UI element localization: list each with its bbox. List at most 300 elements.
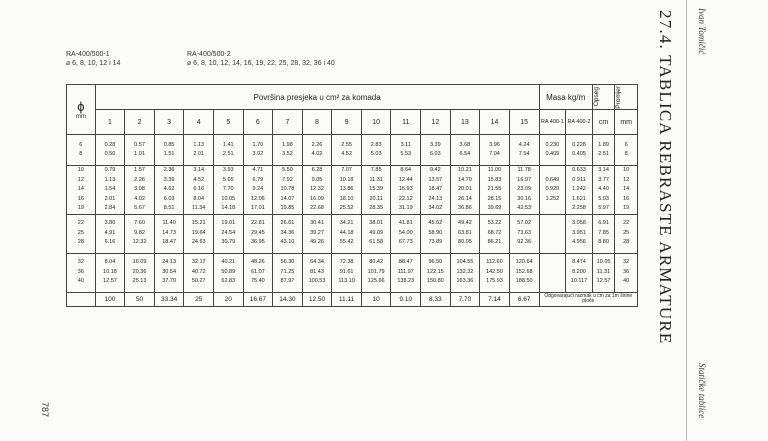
- cell-value: 7.07: [341, 167, 352, 173]
- cell-value: 29.45: [250, 229, 265, 236]
- cell-value: 20.11: [369, 195, 383, 202]
- spacing-value: 100: [95, 292, 125, 306]
- cell-value: 7.70: [222, 186, 234, 192]
- cell-value: 67.73: [398, 239, 413, 246]
- cell-value: 20.01: [458, 186, 472, 192]
- cell-value: 22.12: [398, 195, 413, 202]
- cm-unit: cm: [592, 110, 615, 135]
- cell-value: 9.05: [311, 176, 323, 183]
- cell-value: 81.43: [310, 268, 324, 275]
- count-header: 7: [273, 110, 303, 135]
- cell-value: 24.13: [162, 259, 176, 266]
- spacing-value: 25: [184, 292, 214, 306]
- count-header: 12: [421, 110, 451, 135]
- cell-value: 36.86: [458, 205, 472, 211]
- value-cell: [273, 214, 303, 253]
- cell-value: 42.53: [517, 205, 532, 211]
- cell-value: 4.02: [134, 195, 145, 202]
- cell-value: 3.96: [489, 141, 500, 148]
- diameter-value: 40: [77, 278, 84, 285]
- value-cell: [615, 166, 638, 215]
- cell-value: 0.28: [104, 141, 116, 148]
- spacing-value: 10: [361, 292, 391, 306]
- cell-value: 16.09: [132, 259, 147, 266]
- cell-value: 6: [624, 141, 628, 148]
- value-cell: [421, 214, 451, 253]
- cell-value: 8: [624, 151, 628, 157]
- value-cell: [184, 253, 214, 292]
- cell-value: 28: [623, 239, 630, 246]
- value-cell: [213, 135, 243, 166]
- cell-value: 11.34: [192, 205, 206, 211]
- cell-value: 63.81: [458, 229, 472, 236]
- cell-value: 132.32: [456, 268, 474, 275]
- diameter-value: 6: [79, 141, 83, 148]
- value-cell: [480, 135, 510, 166]
- cell-value: 188.50: [515, 278, 533, 285]
- spacing-value: 33.34: [154, 292, 184, 306]
- cell-value: 73.63: [517, 229, 532, 236]
- opseg-header: [592, 85, 615, 110]
- cell-value: 39.69: [487, 205, 502, 211]
- value-cell: [592, 214, 615, 253]
- cell-value: 9.82: [134, 229, 145, 236]
- cell-value: 10.117: [570, 278, 588, 285]
- cell-value: 32: [623, 259, 630, 266]
- cell-value: 0.85: [163, 141, 175, 148]
- value-cell: [421, 135, 451, 166]
- value-cell: [450, 166, 480, 215]
- cell-value: 0.920: [545, 186, 560, 192]
- cell-value: 101.79: [367, 268, 385, 275]
- cell-value: 125.66: [367, 278, 385, 285]
- value-cell: [154, 214, 184, 253]
- cell-value: 150.80: [426, 278, 444, 285]
- cell-value: 91.61: [339, 268, 354, 275]
- cell-value: 6.03: [163, 195, 175, 202]
- value-cell: [125, 166, 155, 215]
- cell-value: 15.83: [487, 176, 502, 183]
- cell-value: 12.44: [398, 176, 413, 183]
- value-cell: [361, 166, 391, 215]
- diameter-value: 22: [77, 220, 84, 227]
- value-cell: [592, 135, 615, 166]
- cell-value: 4.62: [163, 186, 175, 192]
- cell-value: 138.23: [397, 278, 415, 285]
- cell-value: 6.16: [193, 186, 205, 192]
- value-cell: [361, 135, 391, 166]
- cell-value: 22: [623, 220, 630, 227]
- value-cell: [361, 253, 391, 292]
- cell-value: 8.80: [598, 239, 609, 246]
- diameter-value: 12: [77, 176, 84, 183]
- cell-value: 3.11: [400, 141, 411, 148]
- cell-value: 36: [623, 268, 630, 275]
- mm-unit-2: mm: [615, 110, 638, 135]
- opseg-label: Opseg: [592, 87, 600, 107]
- count-header: 4: [184, 110, 214, 135]
- count-header: 2: [125, 110, 155, 135]
- cell-value: 18.47: [428, 186, 443, 192]
- cell-value: 3.14: [598, 167, 609, 173]
- cell-value: 61.58: [369, 239, 384, 246]
- cell-value: 25.52: [339, 205, 354, 211]
- cell-value: 45.62: [428, 220, 443, 227]
- cell-value: 9.42: [429, 167, 441, 173]
- cell-value: 104.55: [456, 259, 474, 266]
- cell-value: 50.89: [221, 268, 236, 275]
- phi-symbol: ϕ: [77, 99, 85, 114]
- cell-value: 49.26: [310, 239, 324, 246]
- book-footer: Statičke tablice: [697, 363, 707, 419]
- diameter-value: 25: [77, 229, 84, 236]
- cell-value: 50.27: [191, 278, 206, 285]
- value-cell: [450, 135, 480, 166]
- value-cell: [391, 214, 421, 253]
- cell-value: 6.54: [459, 151, 471, 157]
- cell-value: 122.15: [426, 268, 444, 275]
- cell-value: 2.55: [341, 141, 352, 148]
- cell-value: 6.79: [252, 176, 264, 183]
- value-cell: [566, 253, 593, 292]
- cell-value: 8.200: [572, 268, 586, 275]
- cell-value: 10.21: [458, 167, 472, 173]
- cell-value: 14: [623, 186, 630, 192]
- cell-value: 80.05: [458, 239, 472, 246]
- cell-value: 6.03: [429, 151, 441, 157]
- series-1-diameters: ⌀ 6, 8, 10, 12 i 14: [66, 60, 121, 67]
- cell-value: 6.28: [311, 167, 323, 173]
- value-cell: [95, 253, 125, 292]
- mass-col-header: RA 400-2: [566, 110, 593, 135]
- cell-value: 17.01: [250, 205, 265, 211]
- cell-value: 8.51: [163, 205, 175, 211]
- cell-value: 3.52: [282, 151, 293, 157]
- cell-value: 68.72: [487, 229, 502, 236]
- diameter-value: 8: [79, 151, 83, 157]
- cell-value: 41.81: [398, 220, 413, 227]
- cell-value: 3.39: [163, 176, 175, 183]
- value-cell: [243, 135, 273, 166]
- cell-value: 0.633: [572, 167, 586, 173]
- cell-value: 5.97: [598, 205, 609, 211]
- cell-value: 49.09: [369, 229, 384, 236]
- cell-value: 49.42: [458, 220, 472, 227]
- value-cell: [95, 214, 125, 253]
- cell-value: 3.77: [598, 176, 609, 183]
- cell-value: 2.258: [572, 205, 586, 211]
- cell-value: 5.65: [222, 176, 234, 183]
- cell-value: 53.22: [487, 220, 502, 227]
- cell-value: 175.93: [486, 278, 503, 285]
- cell-value: 8.474: [572, 259, 586, 266]
- value-cell: [95, 135, 125, 166]
- cell-value: 40: [623, 278, 630, 285]
- cell-value: 72.38: [339, 259, 354, 266]
- cell-value: 22.81: [250, 220, 265, 227]
- cell-value: 3.39: [429, 141, 441, 148]
- cell-value: 5.67: [134, 205, 145, 211]
- spacing-value: 6.67: [509, 292, 539, 306]
- cell-value: 6.16: [104, 239, 116, 246]
- cell-value: 0.649: [545, 176, 560, 183]
- cell-value: 4.52: [341, 151, 352, 157]
- value-cell: [154, 166, 184, 215]
- cell-value: 5.53: [400, 151, 412, 157]
- cell-value: 62.83: [221, 278, 236, 285]
- diameter-value: 36: [77, 268, 84, 275]
- cell-value: 0.405: [572, 151, 586, 157]
- promjer-header: [615, 85, 638, 110]
- cell-value: 0.50: [104, 151, 116, 157]
- count-header: 5: [213, 110, 243, 135]
- cell-value: 14.07: [280, 195, 295, 202]
- cell-value: 0.79: [104, 167, 116, 173]
- cell-value: 25: [623, 229, 630, 236]
- mass-header: Masa kg/m: [539, 85, 592, 110]
- diameter-value: 28: [77, 239, 84, 246]
- cell-value: 86.21: [487, 239, 502, 246]
- cell-value: 1.98: [282, 141, 293, 148]
- cell-value: 18.47: [162, 239, 176, 246]
- value-cell: [566, 214, 593, 253]
- cell-value: 1.242: [572, 186, 586, 192]
- spacing-value: 14.30: [273, 292, 303, 306]
- cell-value: 61.07: [250, 268, 265, 275]
- value-cell: [615, 214, 638, 253]
- cell-value: 11.40: [162, 220, 176, 227]
- value-cell: [592, 166, 615, 215]
- cell-value: 3.02: [252, 151, 264, 157]
- cell-value: 112.60: [486, 259, 503, 266]
- series-1-name: RA-400/500-1: [66, 51, 110, 58]
- cell-value: 40.72: [191, 268, 206, 275]
- spacing-value: 50: [125, 292, 155, 306]
- value-cell: [332, 166, 362, 215]
- section-title: 27.4. TABLICA REBRASTE ARMATURE: [656, 10, 675, 345]
- cell-value: 10.05: [221, 195, 236, 202]
- cell-value: 10: [623, 167, 630, 173]
- diameter-value: 14: [77, 186, 84, 192]
- cell-value: 73.89: [428, 239, 443, 246]
- value-cell: [243, 253, 273, 292]
- cell-value: 87.97: [280, 278, 295, 285]
- cell-value: 2.01: [104, 195, 116, 202]
- header-row-1: [67, 85, 638, 110]
- cell-value: 19: [623, 205, 630, 211]
- cell-value: 24.54: [221, 229, 236, 236]
- cell-value: 1.54: [104, 186, 116, 192]
- table-row: [67, 166, 638, 215]
- cell-value: 7.04: [489, 151, 500, 157]
- count-header: 15: [509, 110, 539, 135]
- cell-value: 1.13: [193, 141, 205, 148]
- cell-value: 31.19: [398, 205, 413, 211]
- cell-value: 16: [623, 195, 630, 202]
- cell-value: 1.621: [572, 195, 586, 202]
- count-header: 6: [243, 110, 273, 135]
- cell-value: 39.27: [310, 229, 324, 236]
- cell-value: 7.92: [282, 176, 293, 183]
- cell-value: 75.40: [250, 278, 265, 285]
- cell-value: 55.42: [339, 239, 354, 246]
- value-cell: [184, 166, 214, 215]
- cell-value: 2.84: [104, 205, 116, 211]
- cell-value: 3.14: [193, 167, 205, 173]
- cell-value: 80.42: [369, 259, 384, 266]
- cell-value: 26.14: [458, 195, 472, 202]
- promjer-label: Promjer: [615, 85, 623, 109]
- cell-value: 12.57: [596, 278, 611, 285]
- count-header: 8: [302, 110, 332, 135]
- cell-value: 34.21: [339, 220, 354, 227]
- spacing-value: 7.14: [480, 292, 510, 306]
- cell-value: 163.36: [456, 278, 474, 285]
- value-cell: [509, 253, 539, 292]
- value-cell: [480, 166, 510, 215]
- cell-value: 12.32: [310, 186, 324, 192]
- cell-value: 152.68: [515, 268, 533, 275]
- value-cell: [391, 135, 421, 166]
- spacing-value: 11.11: [332, 292, 362, 306]
- cell-value: 7.85: [370, 167, 382, 173]
- cell-value: 4.24: [518, 141, 530, 148]
- cell-value: 7.85: [598, 229, 609, 236]
- cell-value: 10.05: [596, 259, 611, 266]
- diameter-value: 19: [77, 205, 84, 211]
- cell-value: 111.97: [397, 268, 414, 275]
- series-2-label: [187, 50, 335, 68]
- cell-value: 19.64: [191, 229, 206, 236]
- cell-value: 20.36: [132, 268, 147, 275]
- value-cell: [480, 214, 510, 253]
- cell-value: 19.85: [280, 205, 295, 211]
- value-cell: [302, 166, 332, 215]
- value-cell: [154, 135, 184, 166]
- cell-value: 11.31: [596, 268, 611, 275]
- cell-value: 28.35: [369, 205, 384, 211]
- count-header: 10: [361, 110, 391, 135]
- cell-value: 6.91: [598, 220, 609, 227]
- diameter-value: 16: [77, 195, 84, 202]
- cell-value: 54.00: [398, 229, 413, 236]
- value-cell: [592, 253, 615, 292]
- value-cell: [125, 135, 155, 166]
- cell-value: 37.70: [162, 278, 176, 285]
- diameter-cell: [67, 253, 96, 292]
- cell-value: 2.51: [222, 151, 234, 157]
- value-cell: [539, 214, 566, 253]
- cell-value: 38.01: [369, 220, 384, 227]
- diameter-header: [67, 85, 96, 135]
- area-header: Površina presjeka u cm² za komada: [95, 85, 539, 110]
- table-row: [67, 135, 638, 166]
- cell-value: 0.228: [572, 141, 586, 148]
- cell-value: 12.32: [132, 239, 147, 246]
- cell-value: 2.51: [598, 151, 609, 157]
- cell-value: 30.16: [517, 195, 532, 202]
- cell-value: 12.06: [250, 195, 265, 202]
- cell-value: 25.13: [132, 278, 147, 285]
- cell-value: 11.31: [369, 176, 383, 183]
- cell-value: 3.80: [104, 220, 116, 227]
- cell-value: 10.18: [339, 176, 354, 183]
- cell-value: 13.57: [428, 176, 443, 183]
- cell-value: 18.10: [339, 195, 354, 202]
- value-cell: [213, 166, 243, 215]
- cell-value: 92.36: [517, 239, 532, 246]
- value-cell: [125, 214, 155, 253]
- value-cell: [539, 166, 566, 215]
- value-cell: [361, 214, 391, 253]
- value-cell: [509, 166, 539, 215]
- cell-value: 64.34: [310, 259, 324, 266]
- cell-value: 14.73: [162, 229, 176, 236]
- cell-value: 3.08: [134, 186, 145, 192]
- cell-value: 7.54: [518, 151, 530, 157]
- value-cell: [273, 135, 303, 166]
- cell-value: 40.21: [221, 259, 236, 266]
- value-cell: [450, 214, 480, 253]
- value-cell: [332, 135, 362, 166]
- value-cell: [125, 253, 155, 292]
- value-cell: [509, 135, 539, 166]
- cell-value: 48.26: [250, 259, 265, 266]
- count-header: 1: [95, 110, 125, 135]
- cell-value: 4.71: [252, 167, 264, 173]
- cell-value: 36.95: [250, 239, 265, 246]
- diameter-value: 32: [77, 259, 84, 266]
- value-cell: [213, 214, 243, 253]
- value-cell: [421, 166, 451, 215]
- series-2-diameters: ⌀ 6, 8, 10, 12, 14, 16, 19, 22, 25, 28, 32, 36 i 40: [187, 60, 335, 67]
- value-cell: [154, 253, 184, 292]
- diameter-cell: [67, 135, 96, 166]
- cell-value: 2.26: [134, 176, 145, 183]
- cell-value: 3.058: [572, 220, 586, 227]
- cell-value: 24.13: [428, 195, 443, 202]
- cell-value: 5.50: [282, 167, 293, 173]
- cell-value: 1.57: [134, 167, 145, 173]
- mm-unit: mm: [75, 114, 86, 120]
- cell-value: 4.40: [598, 186, 609, 192]
- value-cell: [391, 166, 421, 215]
- cell-value: 3.951: [572, 229, 586, 236]
- value-cell: [332, 253, 362, 292]
- cell-value: 43.10: [280, 239, 295, 246]
- cell-value: 0.911: [572, 176, 586, 183]
- cell-value: 13.86: [339, 186, 354, 192]
- cell-value: 57.02: [517, 220, 532, 227]
- cell-value: 71.25: [280, 268, 295, 275]
- cell-value: 1.51: [163, 151, 175, 157]
- cell-value: 1.13: [104, 176, 116, 183]
- cell-value: 15.39: [369, 186, 384, 192]
- cell-value: 30.79: [221, 239, 236, 246]
- value-cell: [509, 214, 539, 253]
- cell-value: 1.70: [252, 141, 264, 148]
- cell-value: 21.55: [487, 186, 502, 192]
- cell-value: 8.64: [400, 167, 412, 173]
- mass-col-header: RA 400-1: [539, 110, 566, 135]
- value-cell: [273, 253, 303, 292]
- count-header: 11: [391, 110, 421, 135]
- cell-value: 10.78: [280, 186, 295, 192]
- spacing-note: Odgovarajući razmak u cm za 1m širine ploče: [539, 292, 637, 306]
- cell-value: 1.252: [545, 195, 560, 202]
- table-row: [67, 253, 638, 292]
- spacing-row: [67, 292, 638, 306]
